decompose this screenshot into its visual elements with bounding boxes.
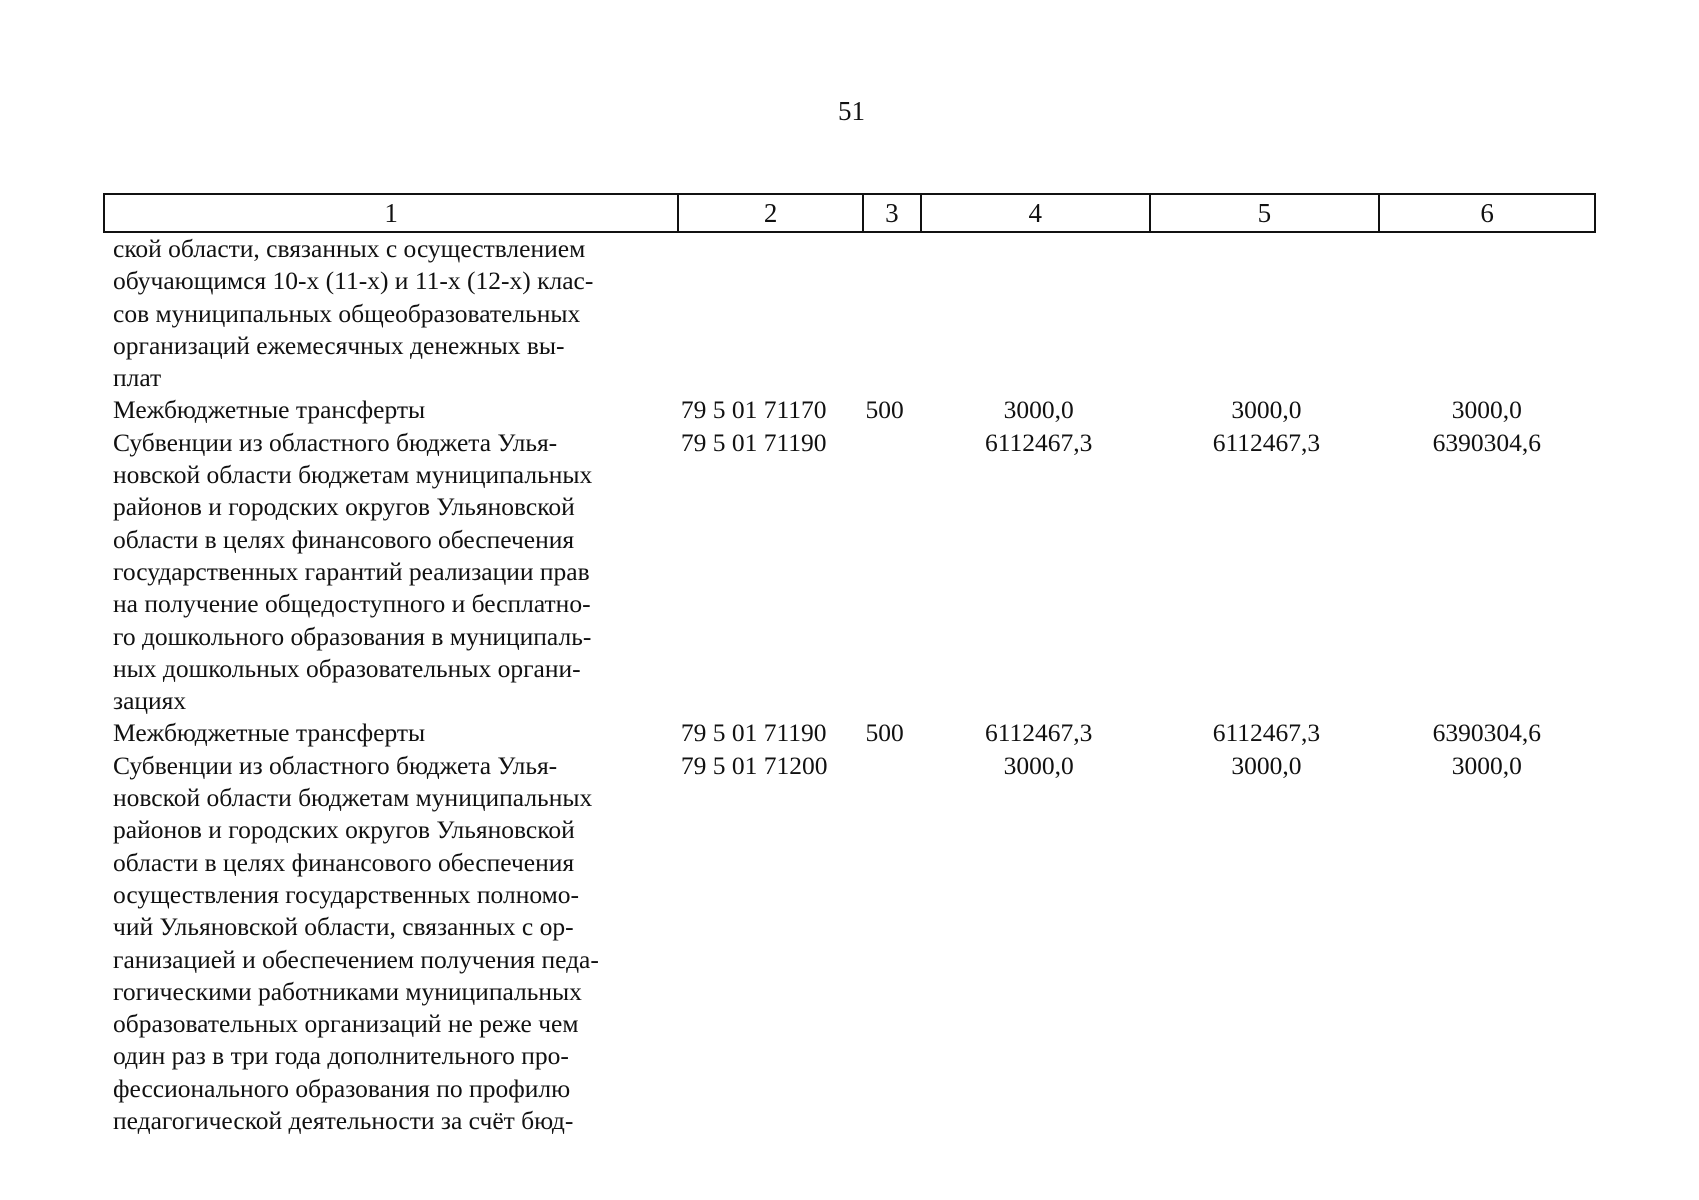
row-expense-type xyxy=(865,750,925,1138)
table-row xyxy=(113,750,1593,1138)
row-description: ской области, связанных с осуществлением обучающимся 10-х (11-х) и 11-х (12-х) клас- сов муниципальных общеобразовательных организаций ежемесячных денежных вы- плат xyxy=(113,234,594,393)
row-value-col6: 6390304,6 xyxy=(1432,718,1541,748)
row-expense-type xyxy=(865,233,925,394)
row-value-col5: 3000,0 xyxy=(1231,395,1302,425)
row-value-col4: 6112467,3 xyxy=(984,427,1093,457)
header-col-6: 6 xyxy=(1480,197,1494,228)
table-row xyxy=(113,394,1593,426)
row-value-col6 xyxy=(1381,233,1593,394)
table-body xyxy=(113,233,1593,1137)
header-col-1: 1 xyxy=(105,195,679,231)
row-code: 79 5 01 71170 xyxy=(680,395,827,425)
header-col-2: 2 xyxy=(679,195,864,231)
row-value-col4: 6112467,3 xyxy=(984,718,1093,748)
row-value-col4: 3000,0 xyxy=(1003,395,1074,425)
header-col-3: 3 xyxy=(864,195,922,231)
row-code: 79 5 01 71190 xyxy=(680,718,827,748)
table-row xyxy=(113,427,1593,718)
row-code xyxy=(681,233,866,394)
row-description: Субвенции из областного бюджета Улья- новской области бюджетам муниципальных районов и городских округов Ульяновской области в целях финансового обеспечения государственных гарантий реализации прав на получение общедоступного и бесплатно- го дошкольного образования в муниципаль- ных дошкольных образовательных органи- зациях xyxy=(113,427,593,716)
header-col-5: 5 xyxy=(1151,195,1381,231)
row-code: 79 5 01 71190 xyxy=(680,427,827,457)
row-value-col5: 6112467,3 xyxy=(1212,427,1321,457)
row-value-col4: 3000,0 xyxy=(1003,750,1074,780)
header-col-4: 4 xyxy=(922,195,1151,231)
row-value-col5: 3000,0 xyxy=(1231,750,1302,780)
row-value-col4 xyxy=(925,233,1152,394)
row-expense-type: 500 xyxy=(865,718,904,748)
table-row xyxy=(113,233,1593,394)
row-value-col6: 3000,0 xyxy=(1451,395,1522,425)
table-row xyxy=(113,717,1593,749)
row-description: Субвенции из областного бюджета Улья- новской области бюджетам муниципальных районов и городских округов Ульяновской области в целях финансового обеспечения осуществления государственных полномо- чий Ульяновской области, связанных с ор- ганизацией и обеспечением получения педа- гогическими работниками муниципальных образовательных организаций не реже чем один раз в три года дополнительного про- фессионального образования по профилю педагогической деятельности за счёт бюд- xyxy=(113,750,599,1136)
page-number: 51 xyxy=(838,96,865,126)
row-value-col6: 3000,0 xyxy=(1451,750,1522,780)
row-description: Межбюджетные трансферты xyxy=(113,395,426,425)
row-code: 79 5 01 71200 xyxy=(680,750,828,780)
row-expense-type xyxy=(865,427,925,718)
row-value-col5: 6112467,3 xyxy=(1212,718,1321,748)
row-value-col6: 6390304,6 xyxy=(1432,427,1541,457)
row-expense-type: 500 xyxy=(865,395,904,425)
table-header xyxy=(103,193,1596,233)
row-description: Межбюджетные трансферты xyxy=(113,718,426,748)
row-value-col5 xyxy=(1152,233,1380,394)
